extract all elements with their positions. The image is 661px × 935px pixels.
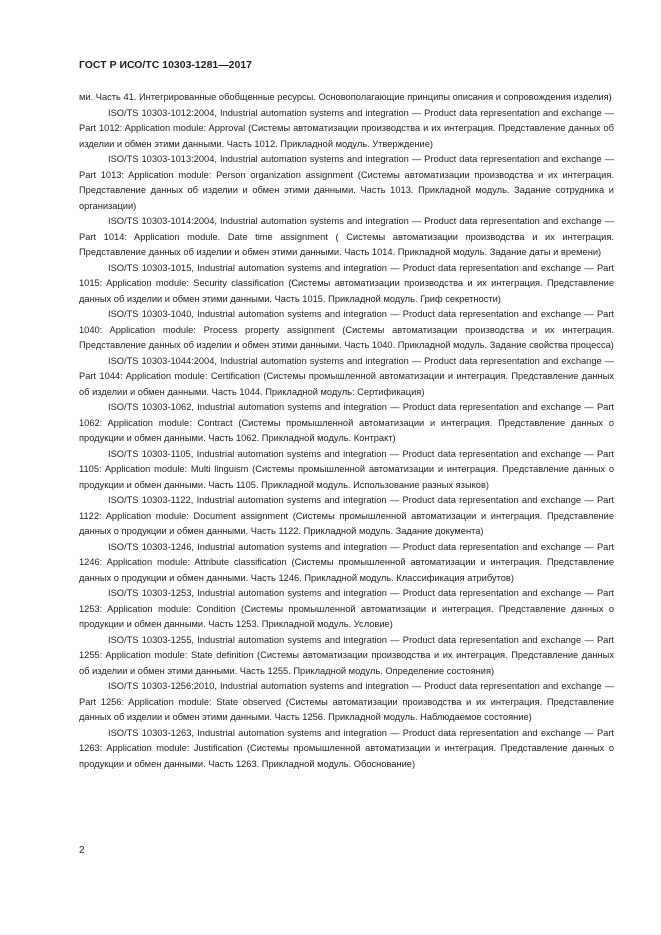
reference-list: [79, 90, 614, 772]
reference-item: ISO/TS 10303-1012:2004, Industrial automation systems and integration — Product data representation and exchange — Part 1012: Application module: Approval (Системы автоматизации производства и их интеграция. Представление данных об изделии и обмен этими данными. Часть 1012. Прикладной модуль. Утверждение): [79, 107, 614, 149]
reference-continuation: ми. Часть 41. Интегрированные обобщенные ресурсы. Основополагающие принципы описания и сопровождения изделия): [79, 92, 612, 102]
page-number: 2: [79, 845, 85, 856]
reference-item: ISO/TS 10303-1014:2004, Industrial automation systems and integration — Product data representation and exchange — Part 1014: Application module. Date time assignment ( Системы автоматизации производства и их интеграция. Представление данных об изделии и обмен этими данными. Часть 1014. Прикладной модуль. Задание даты и времени): [79, 216, 614, 257]
reference-item: ISO/TS 10303-1040, Industrial automation systems and integration — Product data representation and exchange — Part 1040: Application module: Process property assignment (Системы автоматизации производства и их интеграция. Представление данных об изделии и обмен этими данными. Часть 1040. Прикладной модуль. Задание свойства процесса): [79, 309, 614, 350]
reference-item: ISO/TS 10303-1256:2010, Industrial automation systems and integration — Product data representation and exchange — Part 1256: Application module: State observed (Системы автоматизации производства и их интеграция. Представление данных об изделии и обмен этими данными. Часть 1256. Прикладной модуль. Наблюдаемое состояние): [79, 681, 614, 722]
reference-item: ISO/TS 10303-1263, Industrial automation systems and integration — Product data representation and exchange — Part 1263: Application module: Justification (Системы промышленной автоматизации и интеграция. Представление данных о продукции и обмен данными. Часть 1263. Прикладной модуль. Обоснование): [79, 727, 614, 769]
reference-item: ISO/TS 10303-1015, Industrial automation systems and integration — Product data representation and exchange — Part 1015: Application module: Security classification (Системы автоматизации производства и их интеграция. Представление данных об изделии и обмен этими данными. Часть 1015. Прикладной модуль. Гриф секретности): [79, 262, 614, 304]
reference-item: ISO/TS 10303-1013:2004, Industrial automation systems and integration — Product data representation and exchange — Part 1013: Application module: Person organization assignment (Системы автоматизации производства и их интеграция. Представление данных об изделии и обмен этими данными. Часть 1013. Прикладной модуль. Задание сотрудника и организации): [79, 154, 614, 211]
reference-item: ISO/TS 10303-1122, Industrial automation systems and integration — Product data representation and exchange — Part 1122: Application module: Document assignment (Системы промышленной автоматизации и интеграция. Представление данных о продукции и обмен данными. Часть 1122. Прикладной модуль. Задание документа): [79, 495, 614, 536]
reference-item: ISO/TS 10303-1253, Industrial automation systems and integration — Product data representation and exchange — Part 1253: Application module: Condition (Системы промышленной автоматизации и интеграция. Представление данных о продукции и обмен данными. Часть 1253. Прикладной модуль. Условие): [79, 588, 614, 629]
reference-item: ISO/TS 10303-1062, Industrial automation systems and integration — Product data representation and exchange — Part 1062: Application module: Contract (Системы промышленной автоматизации и интеграция. Представление данных о продукции и обмен данными. Часть 1062. Прикладной модуль. Контракт): [79, 402, 614, 443]
reference-item: ISO/TS 10303-1255, Industrial automation systems and integration — Product data representation and exchange — Part 1255: Application module: State definition (Системы автоматизации производства и их интеграция. Представление данных об изделии и обмен этими данными. Часть 1255. Прикладной модуль. Определение состояния): [79, 634, 614, 676]
page-header-title: ГОСТ Р ИСО/ТС 10303-1281—2017: [79, 60, 252, 71]
reference-item: ISO/TS 10303-1246, Industrial automation systems and integration — Product data representation and exchange — Part 1246: Application module: Attribute classification (Системы промышленной автоматизации и интеграция. Представление данных о продукции и обмен данными. Часть 1246. Прикладной модуль. Классификация атрибутов): [79, 541, 614, 583]
reference-item: ISO/TS 10303-1105, Industrial automation systems and integration — Product data representation and exchange — Part 1105: Application module: Multi linguism (Системы промышленной автоматизации и интеграция. Представление данных о продукции и обмен данными. Часть 1105. Прикладной модуль. Использование разных языков): [79, 448, 614, 490]
reference-item: ISO/TS 10303-1044:2004, Industrial automation systems and integration — Product data representation and exchange — Part 1044: Application module: Certification (Системы промышленной автоматизации и интеграция. Представление данных об изделии и обмен данными. Часть 1044. Прикладной модуль: Сертификация): [79, 355, 614, 397]
